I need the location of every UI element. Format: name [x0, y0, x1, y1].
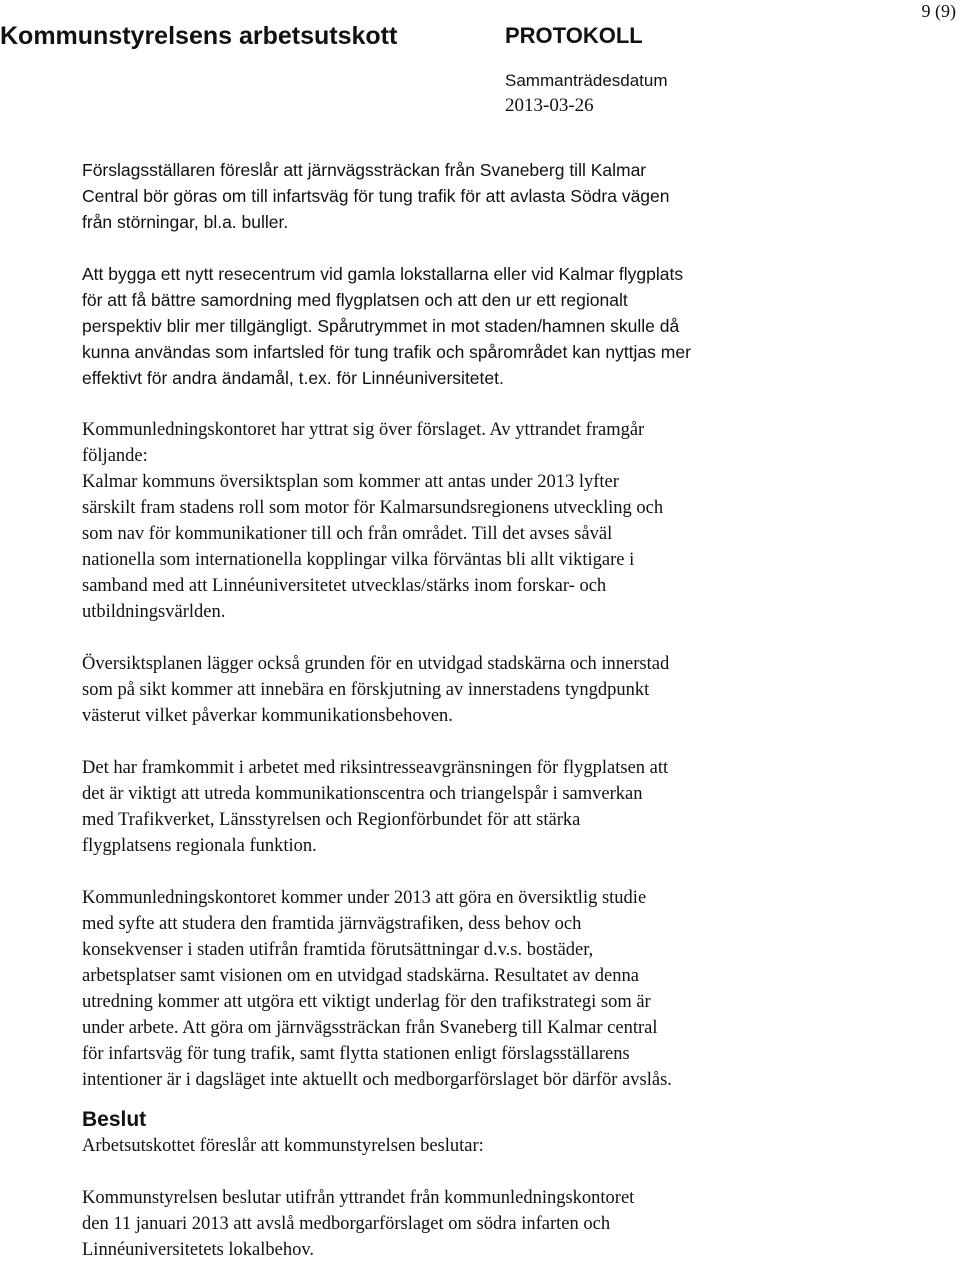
text-line: Kommunledningskontoret har yttrat sig över förslaget. Av yttrandet framgår: [82, 420, 645, 440]
text-line: för att få bättre samordning med flygplatsen och att den ur ett regionalt: [82, 290, 628, 310]
text-line: som på sikt kommer att innebära en förskjutning av innerstadens tyngdpunkt: [82, 680, 650, 700]
text-line: västerut vilket påverkar kommunikationsbehoven.: [82, 706, 453, 726]
page-number: 9 (9): [921, 1, 956, 21]
text-line: särskilt fram stadens roll som motor för Kalmarsundsregionens utveckling och: [82, 498, 664, 518]
beslut-heading: Beslut: [82, 1108, 147, 1131]
beslut-decision: [82, 1185, 822, 1263]
organization-title: Kommunstyrelsens arbetsutskott: [0, 22, 398, 50]
text-line: Central bör göras om till infartsväg för tung trafik för att avlasta Södra vägen: [82, 186, 670, 206]
beslut-intro: [82, 1133, 822, 1159]
meeting-date: 2013-03-26: [505, 95, 594, 116]
text-line: Översiktsplanen lägger också grunden för en utvidgad stadskärna och innerstad: [82, 654, 670, 674]
text-line: samband med att Linnéuniversitetet utvecklas/stärks inom forskar- och: [82, 576, 607, 596]
paragraph-riksintresse: [82, 755, 822, 859]
paragraph-oversiktsplan: [82, 651, 822, 729]
text-line: den 11 januari 2013 att avslå medborgarförslaget om södra infarten och: [82, 1214, 611, 1234]
text-line: följande:: [82, 446, 148, 466]
text-line: Det har framkommit i arbetet med riksintresseavgränsningen för flygplatsen att: [82, 758, 669, 778]
document-type: PROTOKOLL: [505, 23, 643, 48]
text-line: nationella som internationella kopplingar vilka förväntas bli allt viktigare i: [82, 550, 635, 570]
text-line: från störningar, bl.a. buller.: [82, 212, 289, 232]
document-body: [82, 157, 822, 1263]
text-line: under arbete. Att göra om järnvägssträckan från Svaneberg till Kalmar central: [82, 1018, 658, 1038]
text-line: Kommunstyrelsen beslutar utifrån yttrandet från kommunledningskontoret: [82, 1188, 635, 1208]
text-line: Kalmar kommuns översiktsplan som kommer att antas under 2013 lyfter: [82, 472, 619, 492]
text-line: med syfte att studera den framtida järnvägstrafiken, dess behov och: [82, 914, 582, 934]
text-line: arbetsplatser samt visionen om en utvidgad stadskärna. Resultatet av denna: [82, 966, 639, 986]
text-line: som nav för kommunikationer till och från området. Till det avses såväl: [82, 524, 613, 544]
text-line: med Trafikverket, Länsstyrelsen och Regionförbundet för att stärka: [82, 810, 581, 830]
text-line: Förslagsställaren föreslår att järnvägssträckan från Svaneberg till Kalmar: [82, 160, 647, 180]
meeting-date-label: Sammanträdesdatum: [505, 71, 668, 90]
text-line: flygplatsens regionala funktion.: [82, 836, 317, 856]
text-line: utbildningsvärlden.: [82, 602, 226, 622]
paragraph-yttrande: [82, 417, 822, 625]
text-line: Linnéuniversitetets lokalbehov.: [82, 1240, 315, 1260]
text-line: perspektiv blir mer tillgängligt. Spårutrymmet in mot staden/hamnen skulle då: [82, 316, 680, 336]
text-line: intentioner är i dagsläget inte aktuellt och medborgarförslaget bör därför avslås.: [82, 1070, 672, 1090]
text-line: kunna användas som infartsled för tung trafik och spårområdet kan nyttjas mer: [82, 342, 691, 362]
text-line: Att bygga ett nytt resecentrum vid gamla lokstallarna eller vid Kalmar flygplats: [82, 264, 684, 284]
text-line: för infartsväg för tung trafik, samt flytta stationen enligt förslagsställarens: [82, 1044, 630, 1064]
paragraph-proposal: [82, 157, 822, 235]
text-line: det är viktigt att utreda kommunikationscentra och triangelspår i samverkan: [82, 784, 643, 804]
paragraph-resecentrum: [82, 261, 822, 391]
text-line: Kommunledningskontoret kommer under 2013 att göra en översiktlig studie: [82, 888, 647, 908]
text-line: Arbetsutskottet föreslår att kommunstyrelsen beslutar:: [82, 1136, 484, 1156]
text-line: konsekvenser i staden utifrån framtida förutsättningar d.v.s. bostäder,: [82, 940, 594, 960]
paragraph-studie: [82, 885, 822, 1093]
text-line: utredning kommer att utgöra ett viktigt underlag för den trafikstrategi som är: [82, 992, 651, 1012]
text-line: effektivt för andra ändamål, t.ex. för Linnéuniversitetet.: [82, 368, 504, 388]
